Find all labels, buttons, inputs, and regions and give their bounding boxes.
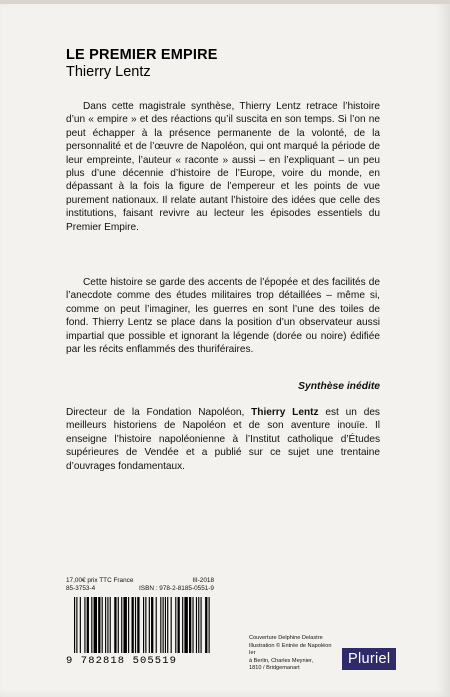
author-bio [66, 406, 380, 473]
publisher-logo: Pluriel [342, 648, 396, 670]
author-bio-text [66, 406, 380, 473]
cover-credits [249, 635, 335, 673]
book-title: LE PREMIER EMPIRE [66, 47, 218, 63]
blurb-text-2: Cette histoire se garde des accents de l’épopée et des facilités de l’anecdote comme des études militaires trop détaillées – même si, comme on peut l’imaginer, les guerres en sont l’une des toiles de fond. Thierry Lentz se place dans la position d’un observateur aussi impartial que possible et ignorant la légende (dorée ou noire) édifiée par les récits enflammés des thuriféraires. [66, 277, 380, 356]
bio-before: Directeur de la Fondation Napoléon, [66, 407, 252, 418]
barcode-digits: 9 782818 505519 [66, 655, 178, 667]
bio-author-name: Thierry Lentz [251, 407, 319, 418]
credit-line-2: Illustration © Entrée de Napoléon Ier [249, 642, 332, 657]
credit-line-4: 1810 / Bridgemanart [249, 665, 300, 672]
top-edge [0, 0, 450, 4]
barcode-block [66, 577, 214, 658]
date-code: III-2018 [192, 577, 214, 584]
book-header [66, 47, 218, 80]
tagline: Synthèse inédite [298, 381, 380, 392]
barcode-icon [66, 597, 214, 653]
book-author: Thierry Lentz [66, 64, 151, 80]
bio-after: est un des meilleurs historiens de Napoléon et de son aventure inouïe. Il enseigne l’histoire napoléonienne à l’Institut catholique d’Études supérieures de Vendée et a publié sur ce sujet une trentaine d’ouvrages fondamentaux. [66, 407, 380, 472]
blurb-paragraph-1 [66, 100, 380, 234]
credit-line-3: à Berlin, Charles Meynier, [249, 657, 314, 664]
blurb-text-1: Dans cette magistrale synthèse, Thierry Lentz retrace l’histoire d’un « empire » et des réactions qu’il suscita en son temps. Si l’on ne peut échapper à la présence permanente de la volonté, de la personnalité et de l’œuvre de Napoléon, qui ont marqué la période de leur empreinte, l’auteur « raconte » aussi – en l’expliquant – un peu plus d’une décennie d’histoire de l’Europe, voire du monde, en dépassant à la fois la figure de l’empereur et les points de vue purement nationaux. Il relate autant l’histoire des idées que celle des institutions, faisant revivre au lecteur les épisodes essentiels du Premier Empire. [66, 101, 380, 233]
isbn: ISBN : 978-2-8185-0551-9 [139, 585, 214, 593]
credit-line-1: Couverture Delphine Delastre [249, 635, 323, 641]
price: 17,00€ prix TTC France [66, 577, 134, 584]
price-row [66, 577, 214, 585]
blurb-paragraph-2 [66, 276, 380, 356]
isbn-row [66, 585, 214, 593]
ref-code: 85-3753-4 [66, 585, 96, 593]
